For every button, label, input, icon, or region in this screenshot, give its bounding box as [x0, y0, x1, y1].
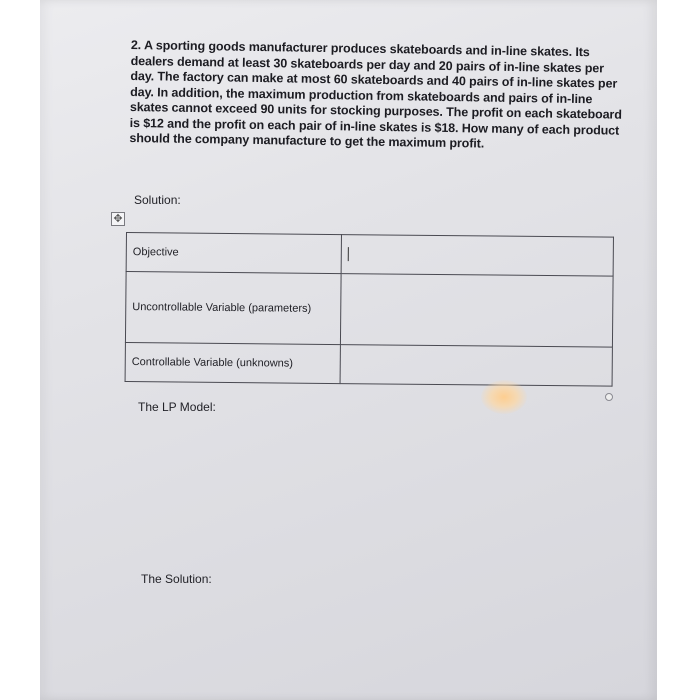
model-table [125, 232, 614, 387]
objective-cell[interactable] [341, 235, 613, 277]
objective-label: Objective [126, 233, 342, 274]
table-row [125, 342, 612, 386]
uncontrollable-variable-label: Uncontrollable Variable (parameters) [125, 272, 341, 345]
uncontrollable-variable-cell[interactable] [341, 274, 613, 348]
light-glare [481, 380, 527, 414]
solution-heading: Solution: [134, 193, 181, 207]
problem-statement: 2. A sporting goods manufacturer produces skateboards and in-line skates. Its dealers demand at least 30 skateboards per day and 20 pairs of in-line skates per day. The factory can make at most 60 skateboards and 40 pairs of in-line skates per day. In addition, the maximum production from skateboards and pairs of in-line skates cannot exceed 90 units for stocking purposes. The profit on each skateboard is $12 and the profit on each pair of in-line skates is $18. How many of each product should the company manufacture to get the maximum profit. [129, 38, 622, 151]
text-cursor [348, 247, 349, 261]
table-resize-handle-icon[interactable] [605, 393, 613, 401]
table-row [126, 233, 613, 277]
table-move-handle-icon[interactable]: ✥ [111, 212, 125, 226]
lp-model-heading: The LP Model: [138, 400, 216, 414]
controllable-variable-cell[interactable] [340, 345, 612, 387]
controllable-variable-label: Controllable Variable (unknowns) [125, 342, 341, 383]
the-solution-heading: The Solution: [141, 572, 212, 586]
table-row [125, 272, 613, 348]
